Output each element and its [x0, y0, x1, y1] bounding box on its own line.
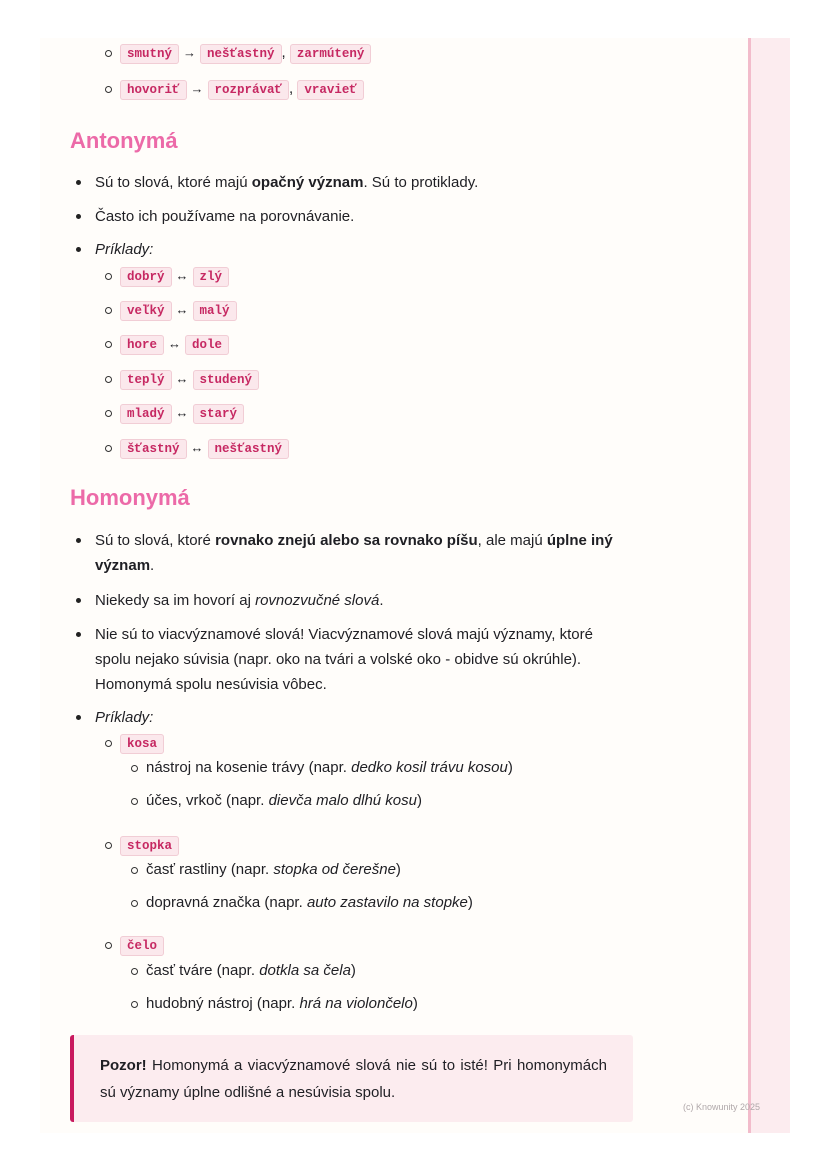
code-word: smutný — [120, 44, 179, 64]
meaning-item — [146, 788, 422, 813]
code-word: rozprávať — [208, 80, 290, 100]
list-item — [120, 400, 244, 427]
examples-label: Príklady: — [95, 241, 154, 258]
code-word: nešťastný — [200, 44, 282, 64]
bullet — [76, 538, 81, 543]
code-word: hore — [120, 335, 164, 355]
list-item — [120, 263, 229, 290]
meaning-text: dopravná značka (napr. — [146, 894, 307, 911]
sub-bullet — [105, 740, 112, 747]
sub-bullet — [105, 86, 112, 93]
meaning-item — [146, 991, 418, 1016]
subsub-bullet — [131, 1001, 138, 1008]
arrow: ↔ — [175, 371, 189, 386]
list-item — [120, 435, 289, 462]
subsub-bullet — [131, 900, 138, 907]
arrow: ↔ — [168, 336, 182, 351]
side-strip — [748, 38, 790, 1133]
code-word: dobrý — [120, 267, 172, 287]
list-item: Sú to slová, ktoré rovnako znejú alebo sa rovnako píšu, ale majú úplne iný význam. — [95, 532, 613, 574]
example-text: stopka od čerešne — [273, 861, 396, 878]
close-paren: ) — [412, 995, 418, 1012]
list-item: Často ich používame na porovnávanie. — [95, 208, 355, 225]
list-item — [120, 331, 229, 358]
close-paren: ) — [507, 759, 513, 776]
list-item — [120, 832, 179, 859]
warning-callout — [70, 1035, 633, 1122]
code-word: teplý — [120, 370, 172, 390]
sub-bullet — [105, 376, 112, 383]
code-word: studený — [193, 370, 260, 390]
bullet — [76, 247, 81, 252]
example-text: auto zastavilo na stopke — [306, 894, 468, 911]
subsub-bullet — [131, 968, 138, 975]
subsub-bullet — [131, 798, 138, 805]
list-item: Sú to slová, ktoré majú opačný význam. Sú to protiklady. — [95, 174, 479, 191]
meaning-text: účes, vrkoč (napr. — [146, 792, 269, 809]
code-word: zlý — [193, 267, 230, 287]
meaning-text: nástroj na kosenie trávy (napr. — [146, 759, 352, 776]
list-item: hovoriť → rozprávať , vravieť — [120, 76, 364, 103]
meaning-text: časť rastliny (napr. — [146, 861, 274, 878]
arrow: ↔ — [175, 405, 189, 420]
meaning-text: časť tváre (napr. — [146, 962, 260, 979]
sub-bullet — [105, 50, 112, 57]
sub-bullet — [105, 341, 112, 348]
list-item — [120, 932, 164, 959]
code-word: čelo — [120, 936, 164, 956]
sub-bullet — [105, 410, 112, 417]
code-word: mladý — [120, 404, 172, 424]
bullet — [76, 715, 81, 720]
heading-homonyms: Homonymá — [70, 485, 190, 510]
meaning-item — [146, 857, 401, 882]
arrow: ↔ — [175, 268, 189, 283]
list-item — [120, 730, 164, 757]
subsub-bullet — [131, 867, 138, 874]
list-item — [120, 366, 259, 393]
meaning-text: hudobný nástroj (napr. — [146, 995, 300, 1012]
meaning-item — [146, 755, 513, 780]
bullet — [76, 180, 81, 185]
callout-text: Homonymá a viacvýznamové slová nie sú to isté! Pri homonymách sú významy úplne odlišné a nesúvisia spolu. — [100, 1057, 607, 1101]
code-word: nešťastný — [208, 439, 290, 459]
heading-antonyms: Antonymá — [70, 128, 178, 153]
sub-bullet — [105, 842, 112, 849]
arrow: → — [183, 45, 197, 60]
code-word: starý — [193, 404, 245, 424]
list-item: Niekedy sa im hovorí aj rovnozvučné slová. — [95, 592, 384, 609]
arrow: ↔ — [175, 302, 189, 317]
list-item — [120, 297, 237, 324]
meaning-item — [146, 958, 356, 983]
copyright-footer: (c) Knowunity 2025 — [683, 1102, 761, 1112]
meaning-item — [146, 890, 473, 915]
arrow: ↔ — [190, 440, 204, 455]
code-word: veľký — [120, 301, 172, 321]
arrow: → — [190, 81, 204, 96]
list-item: Nie sú to viacvýznamové slová! Viacvýznamové slová majú významy, ktoré spolu nejako súvisia (napr. oko na tvári a volské oko - obidve sú okrúhle). Homonymá spolu nesúvisia vôbec. — [95, 626, 593, 693]
examples-label: Príklady: — [95, 709, 154, 726]
code-word: zarmútený — [290, 44, 372, 64]
code-word: dole — [185, 335, 229, 355]
sub-bullet — [105, 445, 112, 452]
subsub-bullet — [131, 765, 138, 772]
list-item: smutný → nešťastný , zarmútený — [120, 40, 371, 67]
sub-bullet — [105, 307, 112, 314]
code-word: hovoriť — [120, 80, 187, 100]
callout-title: Pozor! — [100, 1057, 147, 1074]
bullet — [76, 598, 81, 603]
sub-bullet — [105, 942, 112, 949]
example-text: hrá na violončelo — [299, 995, 413, 1012]
code-word: stopka — [120, 836, 179, 856]
code-word: kosa — [120, 734, 164, 754]
code-word: malý — [193, 301, 237, 321]
bullet — [76, 214, 81, 219]
example-text: dedko kosil trávu kosou — [351, 759, 508, 776]
close-paren: ) — [467, 894, 473, 911]
sub-bullet — [105, 273, 112, 280]
close-paren: ) — [416, 792, 422, 809]
example-text: dotkla sa čela — [259, 962, 351, 979]
close-paren: ) — [350, 962, 356, 979]
code-word: šťastný — [120, 439, 187, 459]
example-text: dievča malo dlhú kosu — [268, 792, 417, 809]
close-paren: ) — [395, 861, 401, 878]
code-word: vravieť — [297, 80, 364, 100]
bullet — [76, 632, 81, 637]
